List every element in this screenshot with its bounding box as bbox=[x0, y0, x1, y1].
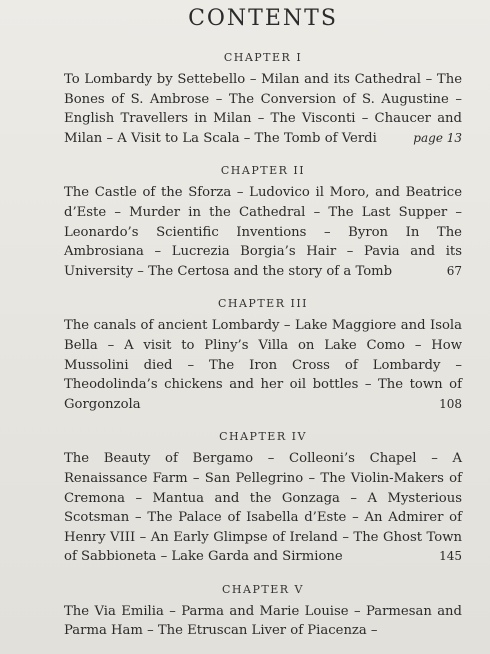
chapter-summary-text: To Lombardy by Settebello – Milan and its Cathedral – The Bones of S. Ambrose – The Conversion of S. Augustine – English Travellers in Milan – The Visconti – Chaucer and Milan – A Visit to La Scala – The Tomb of Verdi bbox=[64, 72, 462, 146]
chapter-summary bbox=[64, 316, 462, 414]
chapter-heading: CHAPTER I bbox=[223, 51, 303, 64]
chapter-heading: CHAPTER IV bbox=[219, 430, 307, 444]
page-number: 67 bbox=[446, 263, 462, 278]
chapter-summary bbox=[64, 602, 462, 641]
chapter-summary-text: The canals of ancient Lombardy – Lake Maggiore and Isola Bella – A visit to Pliny’s Villa on Lake Como – How Mussolini died – The Iron Cross of Lombardy – Theodolinda’s chickens and her oil bottles – The town of Gorgonzola bbox=[64, 318, 462, 412]
chapter-heading: CHAPTER V bbox=[222, 582, 304, 596]
chapter-summary-text: The Beauty of Bergamo – Colleoni’s Chapel – A Renaissance Farm – San Pellegrino – The Violin-Makers of Cremona – Mantua and the Gonzaga – A Mysterious Scotsman – The Palace of Isabella d’Este – An Admirer of Henry VIII – An Early Glimpse of Ireland – The Ghost Town of Sabbioneta – Lake Garda and Sirmione bbox=[64, 451, 462, 565]
chapter-summary bbox=[64, 183, 462, 281]
page-title: CONTENTS bbox=[188, 6, 338, 31]
chapter-5 bbox=[64, 583, 462, 641]
chapter-4 bbox=[64, 430, 462, 567]
chapter-summary-text: The Via Emilia – Parma and Marie Louise – Parmesan and Parma Ham – The Etruscan Liver of Piacenza – bbox=[64, 603, 462, 639]
chapter-heading: CHAPTER III bbox=[217, 297, 309, 311]
chapter-1 bbox=[64, 51, 462, 148]
page-number: 145 bbox=[439, 549, 462, 564]
chapter-heading: CHAPTER II bbox=[220, 164, 306, 178]
page-number: 108 bbox=[439, 396, 462, 411]
page-number: page 13 bbox=[413, 130, 462, 145]
chapter-summary-text: The Castle of the Sforza – Ludovico il Moro, and Beatrice d’Este – Murder in the Cathedral – The Last Supper – Leonardo’s Scientific Inventions – Byron In The Ambrosiana – Lucrezia Borgia’s Hair – Pavia and its University – The Certosa and the story of a Tomb bbox=[64, 185, 462, 279]
chapter-3 bbox=[64, 297, 462, 414]
chapter-summary bbox=[64, 449, 462, 567]
chapter-summary bbox=[64, 70, 462, 148]
chapter-2 bbox=[64, 164, 462, 281]
